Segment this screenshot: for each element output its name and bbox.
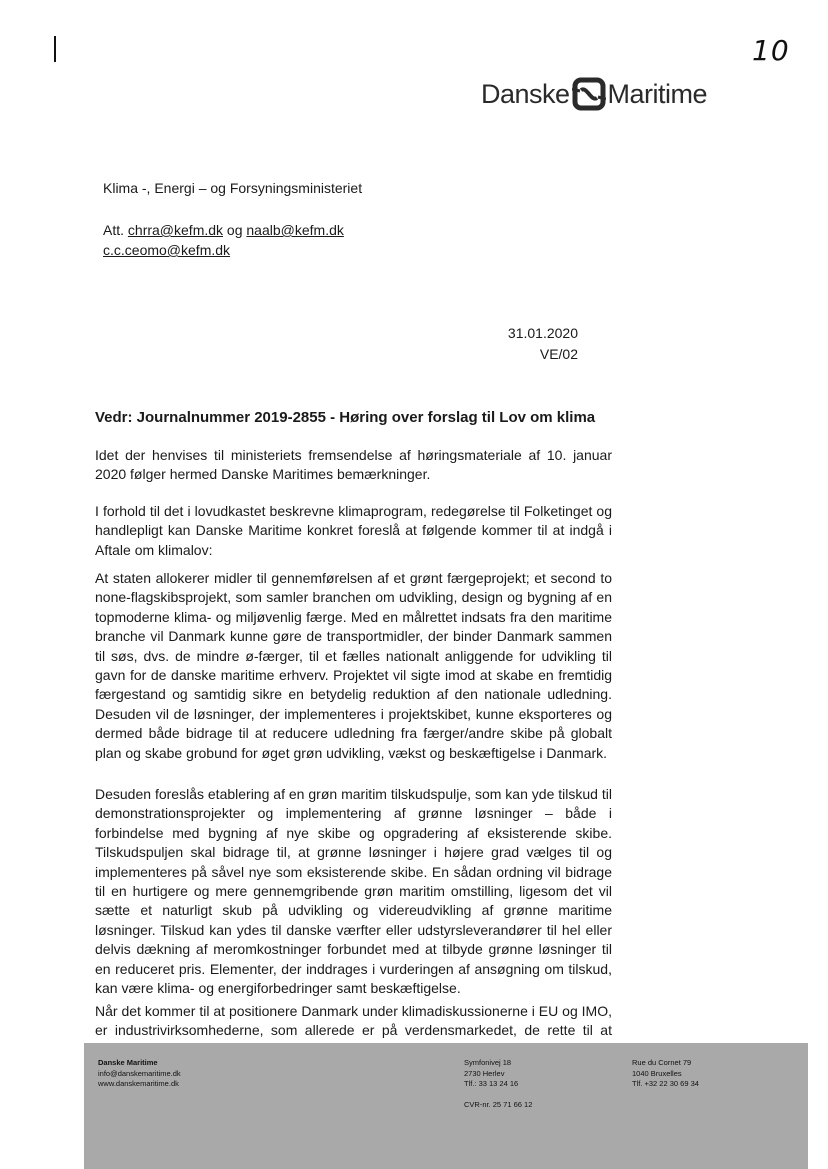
footer-dk-street: Symfonivej 18 (464, 1058, 512, 1067)
body-paragraph-intro: Idet der henvises til ministeriets fremsendelse af høringsmateriale af 10. januar 2020 følger hermed Danske Maritimes bemærkninger. (95, 447, 612, 483)
footer-cvr: CVR-nr. 25 71 66 12 (464, 1099, 533, 1109)
footer-be-city: 1040 Bruxelles (632, 1068, 682, 1078)
handwritten-mark (54, 36, 56, 62)
logo-knot-icon (572, 77, 606, 111)
footer-org-name: Danske Maritime (98, 1058, 158, 1067)
footer-org-email[interactable]: info@danskemaritime.dk (98, 1068, 181, 1078)
logo-word-right: Maritime (607, 78, 708, 109)
attention-block (103, 220, 344, 260)
body-paragraph-positioning: Når det kommer til at positionere Danmark under klimadiskussionerne i EU og IMO, er industrivirksomhederne, som allerede er på verdensmarkedet, de rette til at (95, 1003, 612, 1039)
footer-denmark-address (464, 1058, 532, 1110)
footer-brussels-address (632, 1058, 699, 1090)
att-prefix: Att. (103, 222, 128, 238)
letter-date: 31.01.2020 (507, 325, 578, 341)
letter-reference: VE/02 (539, 346, 578, 362)
footer-org-column (98, 1058, 181, 1090)
cc-line (103, 240, 344, 260)
body-paragraph-proposal: I forhold til det i lovudkastet beskrevne klimaprogram, redegørelse til Folketinget og handlepligt kan Danske Maritime konkret foreslå at følgende kommer til at indgå i Aftale om klimalov: (95, 503, 612, 558)
logo-word-left: Danske (481, 78, 570, 109)
date-reference-block (480, 323, 578, 365)
handwritten-page-number: 10 (752, 34, 790, 67)
email-link-naalb[interactable]: naalb@kefm.dk (246, 222, 344, 238)
footer-be-street: Rue du Cornet 79 (632, 1058, 692, 1067)
recipient-address: Klima -, Energi – og Forsyningsministeriet (103, 180, 363, 196)
body-paragraph-ferry-project: At staten allokerer midler til gennemførelsen af et grønt færgeprojekt; et second to none-flagskibsprojekt, som samler branchen om udvikling, design og bygning af en topmoderne klima- og miljøvenlig færge. Med en målrettet indsats fra den maritime branche vil Danmark kunne gøre de transportmidler, der binder Danmark sammen til søs, dvs. de mindre ø-færger, til et fælles nationalt anliggende for udvikling til gavn for de danske maritime erhverv. Projektet vil sigte imod at skabe en fremtidig færgestand og samtidig sikre en betydelig reduktion af den nationale udledning. Desuden vil de løsninger, der implementeres i projektskibet, kunne eksporteres og dermed både bidrage til at reducere udledning fra færger/andre skibe på globalt plan og skabe grobund for øget grøn udvikling, vækst og beskæftigelse i Danmark. (95, 570, 612, 761)
footer-dk-city: 2730 Herlev (464, 1068, 505, 1078)
footer-be-phone: Tlf. +32 22 30 69 34 (632, 1079, 699, 1088)
body-paragraph-subsidy-pool: Desuden foreslås etablering af en grøn maritim tilskudspulje, som kan yde tilskud til demonstrationsprojekter og implementering af grønne løsninger – både i forbindelse med bygning af nye skibe og opgradering af eksisterende skibe. Tilskudspuljen skal bidrage til, at grønne løsninger i højere grad vælges til og implementeres på såvel nye som eksisterende skibe. En sådan ordning vil bidrage til en hurtigere og mere gennemgribende grøn maritim omstilling, ligesom det vil sætte et naturligt skub på udvikling og videreudvikling af grønne maritime løsninger. Tilskud kan ydes til danske værfter eller udstyrsleverandører til hel eller delvis dækning af meromkostninger forbundet med at tilbyde grønne løsninger til en reduceret pris. Elementer, der inddrages i vurderingen af ansøgning om tilskud, kan være klima- og energiforbedringer samt beskæftigelse. (95, 786, 612, 997)
subject-line: Vedr: Journalnummer 2019-2855 - Høring over forslag til Lov om klima (95, 409, 596, 426)
letterhead-footer (84, 1043, 808, 1169)
att-joiner: og (223, 222, 247, 238)
email-link-chrra[interactable]: chrra@kefm.dk (127, 222, 224, 238)
danske-maritime-logo (481, 74, 707, 114)
attention-line (103, 220, 344, 240)
footer-dk-phone: Tlf.: 33 13 24 16 (464, 1079, 519, 1088)
footer-org-web[interactable]: www.danskemaritime.dk (98, 1079, 179, 1088)
email-link-ceomo[interactable]: c.c.ceomo@kefm.dk (103, 242, 231, 258)
